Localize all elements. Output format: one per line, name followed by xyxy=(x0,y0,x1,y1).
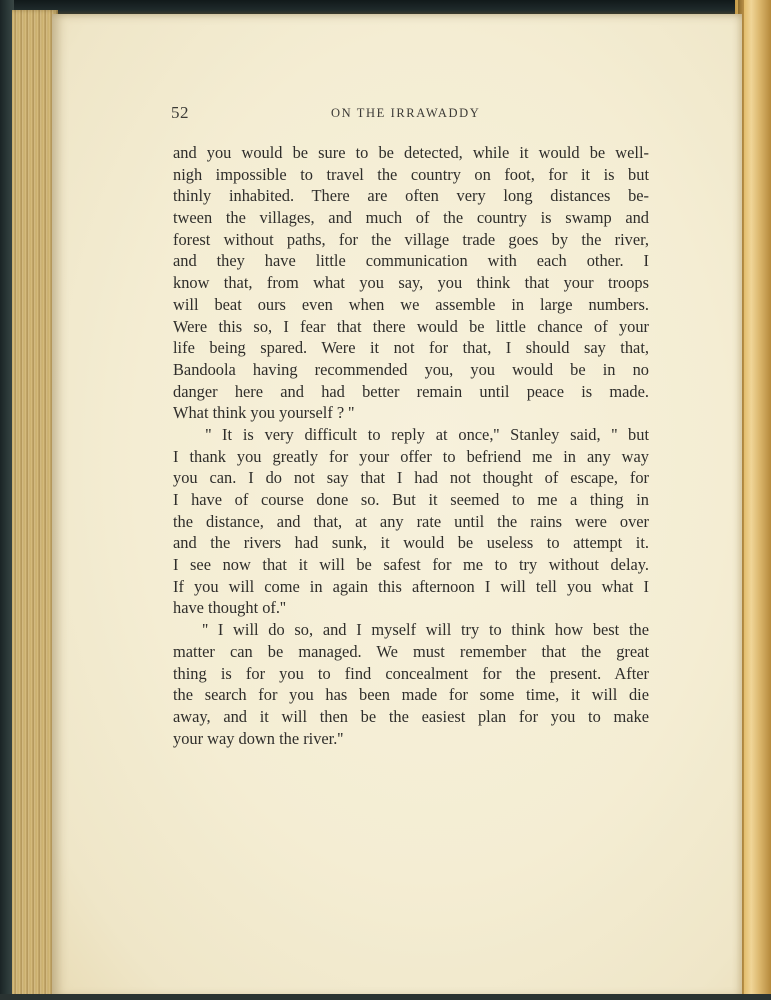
text-line: the distance, and that, at any rate until the rains were over xyxy=(173,511,649,531)
text-line: If you will come in again this afternoon I will tell you what I xyxy=(173,576,649,596)
text-line: danger here and had better remain until peace is made. xyxy=(173,381,649,401)
text-line: What think you yourself ? '' xyxy=(173,403,355,423)
text-line: life being spared. Were it not for that, I should say that, xyxy=(173,338,649,358)
text-line: thing is for you to find concealment for the present. After xyxy=(173,663,649,683)
text-line: and they have little communication with each other. I xyxy=(173,251,649,271)
text-line: thinly inhabited. There are often very long distances be- xyxy=(173,186,649,206)
text-line: your way down the river.'' xyxy=(173,728,344,748)
text-line: Bandoola having recommended you, you would be in no xyxy=(173,359,649,379)
text-line: you can. I do not say that I had not thought of escape, for xyxy=(173,468,649,488)
text-line: I see now that it will be safest for me to try without delay. xyxy=(173,555,649,575)
text-line: know that, from what you say, you think that your troops xyxy=(173,273,649,293)
top-book-shadow xyxy=(0,0,771,14)
text-line: will beat ours even when we assemble in large numbers. xyxy=(173,294,649,314)
text-line: I thank you greatly for your offer to befriend me in any way xyxy=(173,446,649,466)
text-line: and you would be sure to be detected, while it would be well- xyxy=(173,143,649,162)
text-line: '' It is very difficult to reply at once,'' Stanley said, '' but xyxy=(173,424,649,444)
text-line: and the rivers had sunk, it would be useless to attempt it. xyxy=(173,533,649,553)
running-head: ON THE IRRAWADDY xyxy=(331,106,481,120)
text-line: the search for you has been made for some time, it will die xyxy=(173,685,649,705)
page-header xyxy=(171,103,651,127)
text-line: have thought of.'' xyxy=(173,598,286,618)
text-line: '' I will do so, and I myself will try to think how best the xyxy=(173,620,649,640)
text-line: Were this so, I fear that there would be little chance of your xyxy=(173,316,649,336)
body-text xyxy=(173,142,649,749)
text-line: forest without paths, for the village trade goes by the river, xyxy=(173,229,649,249)
page-number: 52 xyxy=(171,103,189,122)
text-line: tween the villages, and much of the country is swamp and xyxy=(173,208,649,228)
text-line: away, and it will then be the easiest plan for you to make xyxy=(173,706,649,726)
text-line: I have of course done so. But it seemed to me a thing in xyxy=(173,490,649,509)
text-line: nigh impossible to travel the country on foot, for it is but xyxy=(173,164,649,184)
bottom-book-edge xyxy=(0,994,771,1000)
text-line: matter can be managed. We must remember that the great xyxy=(173,641,649,661)
